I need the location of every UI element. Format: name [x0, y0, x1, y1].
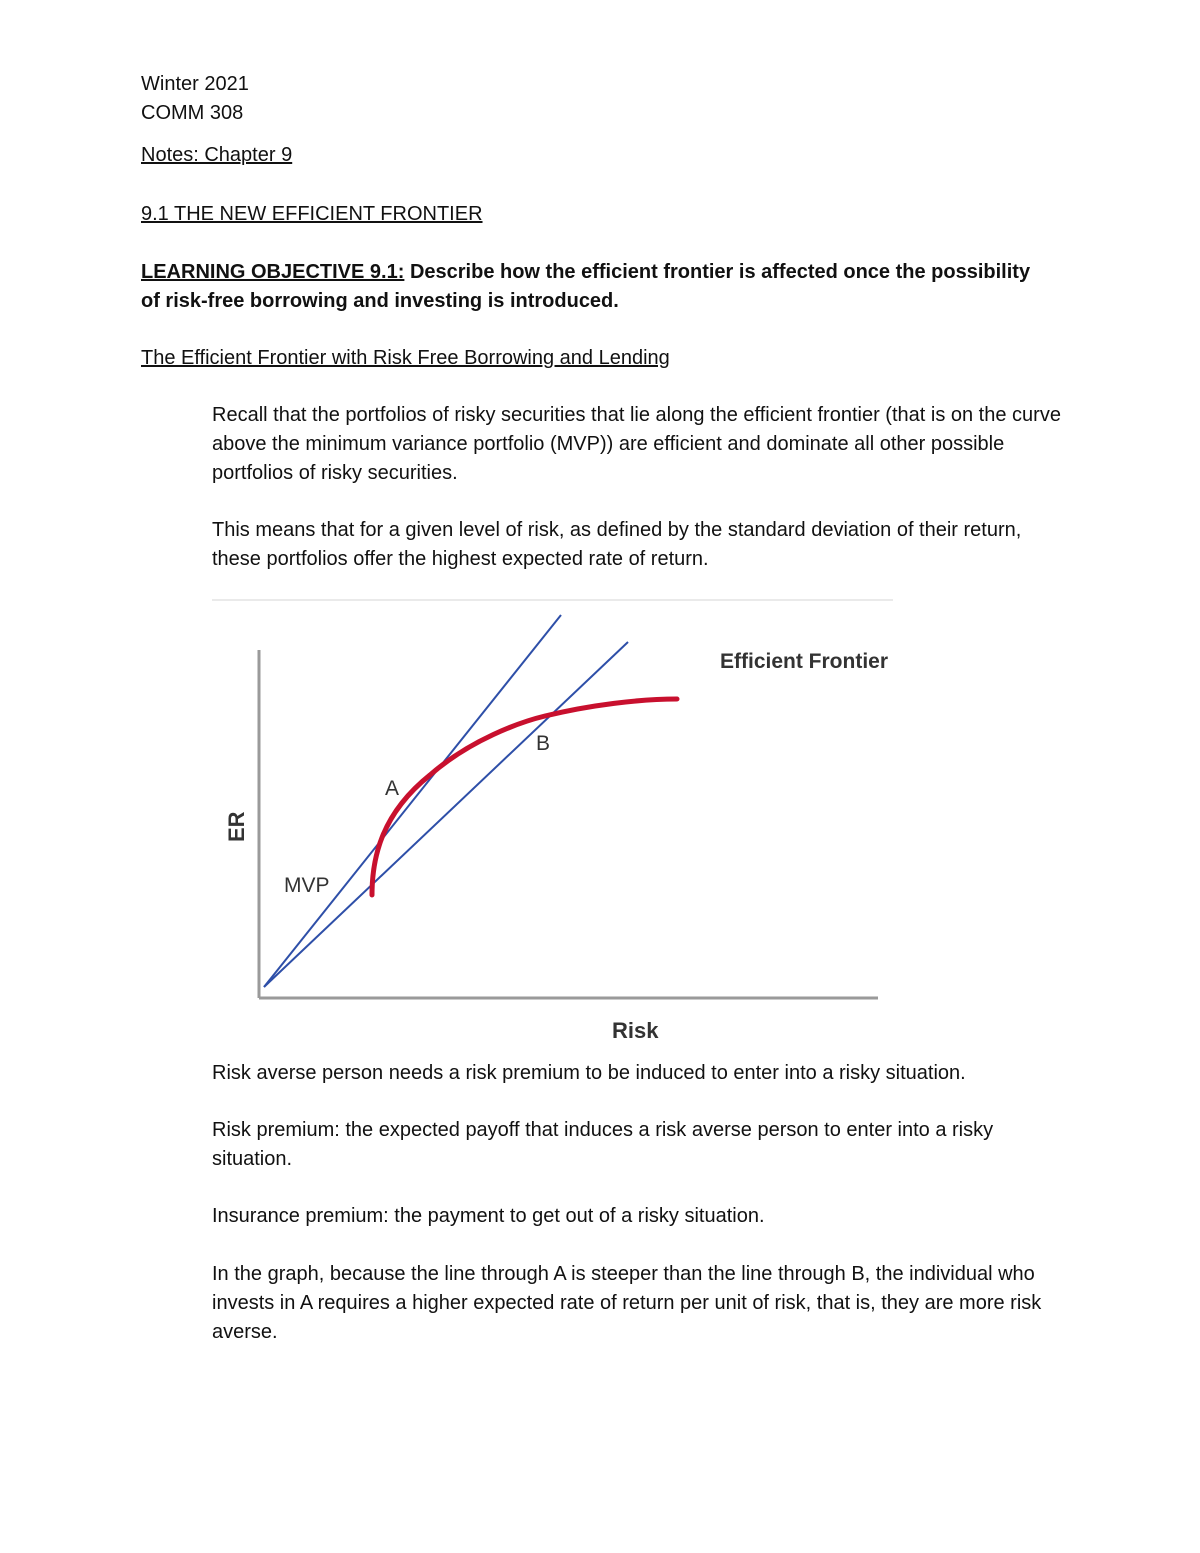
- paragraph-graph-explanation: In the graph, because the line through A is steeper than the line through B, the individual who invests in A requires a higher expected rate of return per unit of risk, that is, they are more risk averse.: [212, 1263, 1042, 1343]
- learning-objective-line1: [141, 258, 1030, 287]
- y-axis-label: ER: [224, 811, 249, 842]
- learning-objective-text-1: Describe how the efficient frontier is affected once the possibility: [404, 261, 1031, 283]
- paragraph-recall: Recall that the portfolios of risky securities that lie along the efficient frontier (that is on the curve above the minimum variance portfolio (MVP)) are efficient and dominate all other possible portfolios of risky securities.: [212, 404, 1061, 484]
- section-heading: 9.1 THE NEW EFFICIENT FRONTIER: [141, 203, 483, 225]
- learning-objective-text-2: of risk-free borrowing and investing is introduced.: [141, 290, 619, 312]
- paragraph-risk-averse: Risk averse person needs a risk premium to be induced to enter into a risky situation.: [212, 1062, 966, 1084]
- point-a-label: A: [385, 777, 400, 800]
- efficient-frontier-chart: [200, 592, 900, 1052]
- paragraph-insurance-premium: Insurance premium: the payment to get out of a risky situation.: [212, 1205, 765, 1227]
- line-through-a: [264, 615, 561, 987]
- learning-objective-label: LEARNING OBJECTIVE 9.1:: [141, 261, 405, 283]
- efficient-frontier-curve: [372, 699, 677, 895]
- paragraph-risk-premium: Risk premium: the expected payoff that induces a risk averse person to enter into a risky situation.: [212, 1119, 994, 1170]
- course-label: COMM 308: [141, 102, 244, 124]
- point-b-label: B: [536, 732, 551, 755]
- x-axis-label: Risk: [612, 1018, 659, 1043]
- paragraph-meaning: This means that for a given level of risk, as defined by the standard deviation of their return, these portfolios offer the highest expected rate of return.: [212, 519, 1022, 570]
- subheading: The Efficient Frontier with Risk Free Borrowing and Lending: [141, 347, 670, 369]
- chart-title: Efficient Frontier: [720, 650, 889, 673]
- notes-title: Notes: Chapter 9: [141, 144, 293, 166]
- term-label: Winter 2021: [141, 73, 249, 95]
- line-through-b: [264, 642, 628, 987]
- mvp-label: MVP: [284, 874, 330, 897]
